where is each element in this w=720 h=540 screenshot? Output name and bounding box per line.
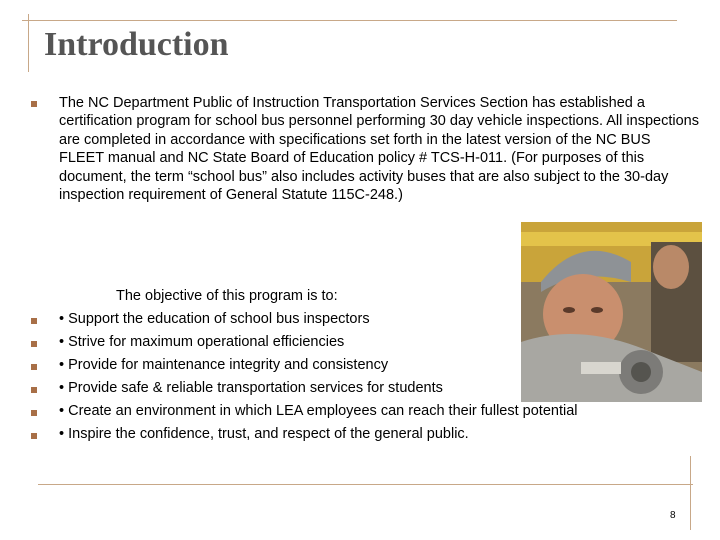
inspector-photo-illustration	[521, 222, 702, 402]
inspector-photo	[521, 222, 702, 402]
objective-item: • Strive for maximum operational efficiencies	[59, 334, 345, 350]
square-bullet-icon	[31, 101, 37, 107]
square-bullet-icon	[31, 387, 37, 393]
objective-item: • Provide safe & reliable transportation services for students	[59, 380, 443, 396]
top-rule-vertical	[28, 14, 29, 72]
square-bullet-icon	[31, 364, 37, 370]
intro-paragraph: The NC Department Public of Instruction Transportation Services Section has established a certification program for school bus personnel performing 30 day vehicle inspections. All inspections are completed in accordance with specifications set forth in the latest version of the NC BUS FLEET manual and NC State Board of Education policy # TCS-H-011. (For purposes of this document, the term “school bus” also includes activity buses that are also subject to the 30-day inspection requirement of General Statute 115C-248.)	[59, 95, 699, 204]
square-bullet-icon	[31, 341, 37, 347]
square-bullet-icon	[31, 410, 37, 416]
objective-item: • Provide for maintenance integrity and consistency	[59, 357, 389, 373]
square-bullet-icon	[31, 318, 37, 324]
objective-item: • Support the education of school bus inspectors	[59, 311, 370, 327]
page-number: 8	[670, 510, 676, 521]
bottom-rule-vertical	[690, 456, 691, 530]
objective-item: • Create an environment in which LEA employees can reach their fullest potential	[59, 403, 578, 419]
slide-title: Introduction	[44, 26, 229, 63]
objective-item: • Inspire the confidence, trust, and respect of the general public.	[59, 426, 469, 442]
square-bullet-icon	[31, 433, 37, 439]
top-rule-horizontal	[22, 20, 677, 21]
objective-intro: The objective of this program is to:	[116, 288, 338, 304]
bottom-rule-horizontal	[38, 484, 693, 485]
